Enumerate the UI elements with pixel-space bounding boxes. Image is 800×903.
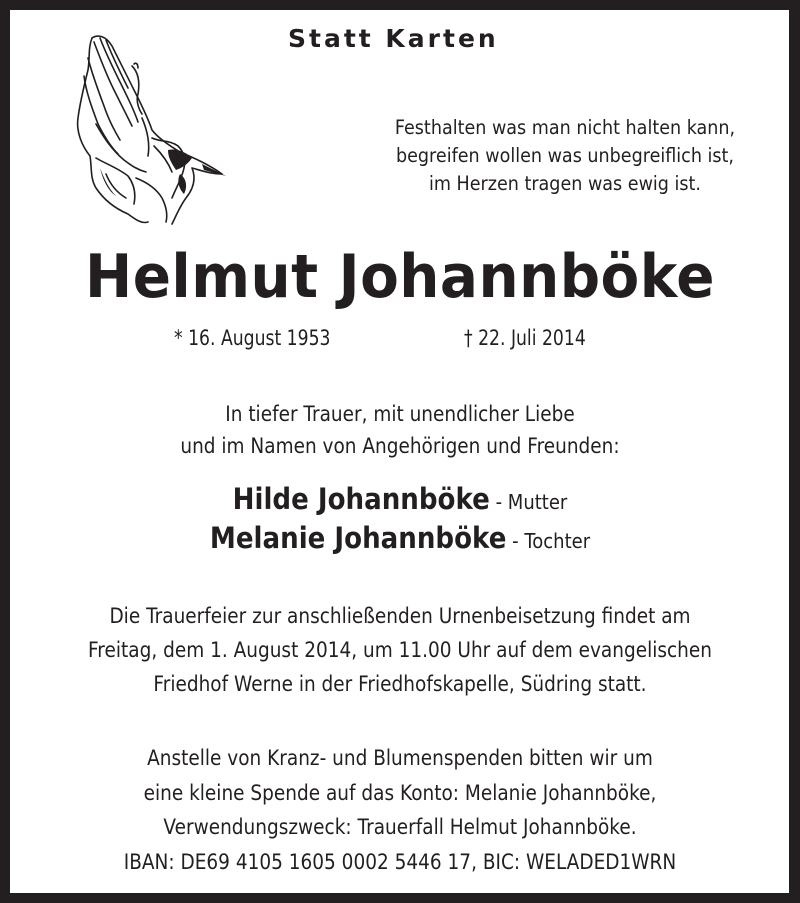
family-member-relation: - Mutter [489, 490, 568, 514]
death-date: † 22. Juli 2014 [464, 326, 586, 350]
praying-hands-icon [76, 28, 236, 228]
bank-details: IBAN: DE69 4105 1605 0002 5446 17, BIC: WELADED1WRN [123, 849, 677, 875]
family-member-name: Melanie Johannböke [209, 521, 507, 555]
family-member [40, 521, 760, 560]
family-member-relation: - Tochter [506, 529, 591, 553]
quote-line: Festhalten was man nicht halten kann, [394, 116, 736, 139]
donation-line: Anstelle von Kranz- und Blumenspenden bitten wir um [147, 746, 653, 771]
donation-text [56, 742, 744, 880]
quote [363, 114, 768, 198]
service-line: Freitag, dem 1. August 2014, um 11.00 Uhr auf dem evangelischen [88, 638, 712, 663]
donation-line: eine kleine Spende auf das Konto: Melanie Johannböke, [143, 780, 657, 806]
mourning-line: und im Namen von Angehörigen und Freunden: [180, 434, 620, 458]
birth-date: * 16. August 1953 [174, 326, 331, 350]
family-member [40, 482, 760, 521]
mourning-text [48, 398, 752, 462]
service-line: Friedhof Werne in der Friedhofskapelle, Südring statt. [153, 672, 647, 697]
donation-line: Verwendungszweck: Trauerfall Helmut Johannböke. [163, 815, 637, 840]
funeral-service-text [56, 600, 744, 702]
family-member-name: Hilde Johannböke [232, 482, 490, 516]
quote-line: im Herzen tragen was ewig ist. [428, 172, 702, 195]
quote-line: begreifen wollen was unbegreiflich ist, [395, 144, 735, 167]
family-list [40, 482, 760, 560]
mourning-line: In tiefer Trauer, mit unendlicher Liebe [225, 402, 575, 426]
service-line: Die Trauerfeier zur anschließenden Urnenbeisetzung findet am [109, 604, 691, 629]
deceased-name: Helmut Johannböke [85, 242, 715, 312]
notice-header: Statt Karten [288, 24, 499, 53]
